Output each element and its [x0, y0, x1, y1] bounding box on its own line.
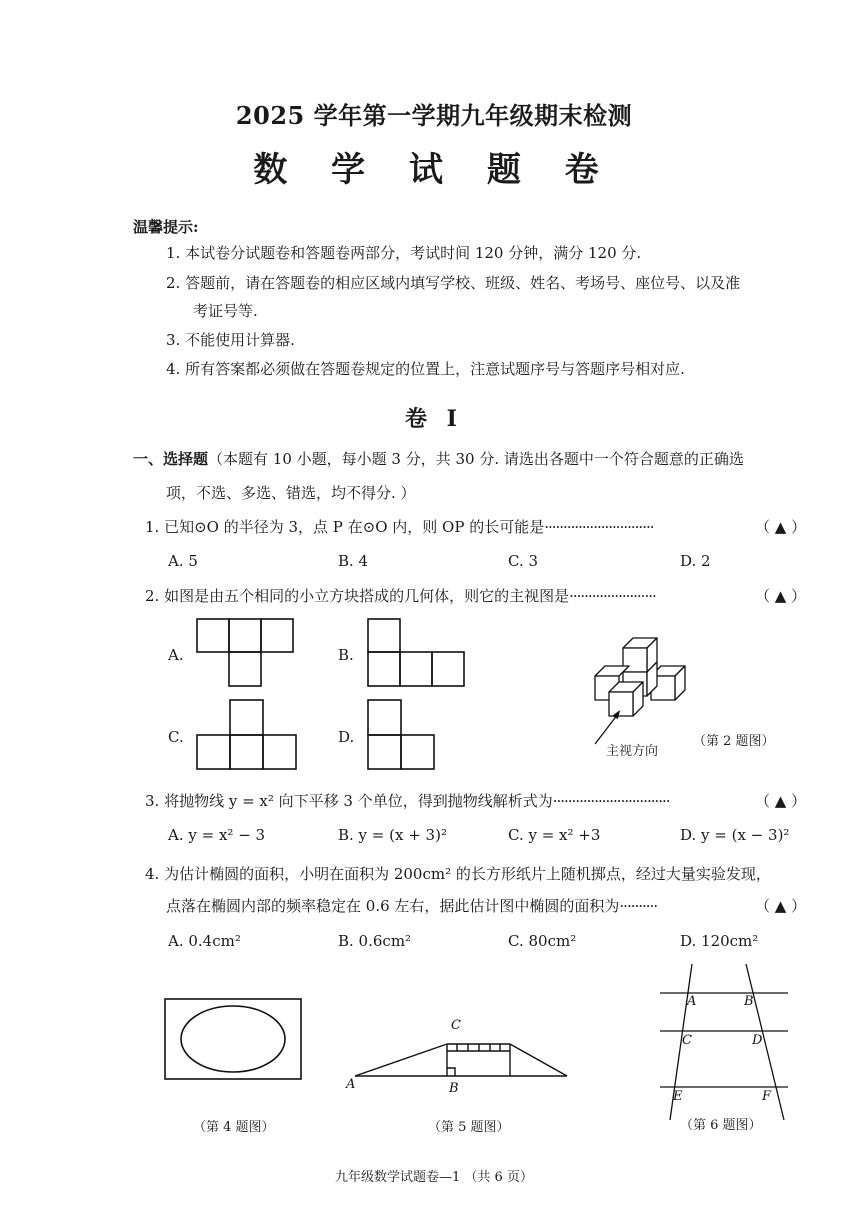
q2-answer-blank: （ ▲ ）: [755, 587, 807, 605]
q4-stem-line2: [166, 895, 657, 916]
q4-figure-caption: （第 4 题图）: [193, 1120, 275, 1135]
q6-point-f: F: [762, 1089, 772, 1104]
q5-figure-caption: （第 5 题图）: [428, 1120, 510, 1135]
q2-figure-caption: （第 2 题图）: [693, 734, 775, 749]
q6-point-a: A: [687, 994, 697, 1009]
q1-option-a: A. 5: [168, 552, 198, 570]
q6-point-d: D: [752, 1033, 763, 1048]
q1-answer-blank: （ ▲ ）: [755, 518, 807, 536]
q5-point-a: A: [346, 1077, 356, 1092]
q4-option-d: D. 120cm²: [680, 932, 759, 950]
q3-answer-blank: （ ▲ ）: [755, 792, 807, 810]
q3-stem: [145, 790, 670, 811]
q4-answer-blank: （ ▲ ）: [755, 897, 807, 915]
part1-heading-line: [133, 448, 744, 469]
q6-point-c: C: [682, 1033, 692, 1048]
tip-item: 3. 不能使用计算器.: [166, 331, 295, 349]
exam-title: 2025 学年第一学期九年级期末检测: [235, 101, 633, 130]
q4-option-b: B. 0.6cm²: [338, 932, 412, 950]
part1-description-cont: 项，不选、多选、错选，均不得分. ）: [166, 484, 416, 502]
q6-point-e: E: [673, 1089, 683, 1104]
tip-item: 2. 答题前，请在答题卷的相应区域内填写学校、班级、姓名、考场号、座位号、以及准: [166, 274, 741, 292]
q4-dots: ··········: [619, 897, 658, 915]
q6-point-b: B: [744, 994, 754, 1009]
tip-item: 1. 本试卷分试题卷和答题卷两部分，考试时间 120 分钟，满分 120 分.: [166, 244, 642, 262]
q2-option-d-label: D.: [338, 728, 355, 746]
q4-text: 点落在椭圆内部的频率稳定在 0.6 左右，据此估计图中椭圆的面积为: [166, 897, 620, 915]
q2-dots: ·······················: [569, 587, 656, 605]
part1-description: （本题有 10 小题，每小题 3 分，共 30 分. 请选出各题中一个符合题意的正确选: [208, 450, 744, 468]
q3-option-a: A. y = x² − 3: [168, 826, 266, 844]
q1-option-c: C. 3: [508, 552, 539, 570]
q6-figure-caption: （第 6 题图）: [680, 1118, 762, 1133]
q2-text: 2. 如图是由五个相同的小立方块搭成的几何体，则它的主视图是: [145, 587, 570, 605]
section-title: 卷 I: [405, 406, 463, 432]
q3-option-b: B. y = (x + 3)²: [338, 826, 447, 844]
q5-point-b: B: [449, 1081, 459, 1096]
exam-subtitle: 数 学 试 题 卷: [253, 150, 615, 190]
q4-figure: [164, 998, 304, 1082]
q2-option-d-view: [367, 699, 437, 771]
q4-stem-line1: 4. 为估计椭圆的面积，小明在面积为 200cm² 的长方形纸片上随机掷点，经过大量实验发现，: [145, 865, 771, 883]
q1-dots: ·····························: [544, 518, 654, 536]
q1-text: 1. 已知⊙O 的半径为 3，点 P 在⊙O 内，则 OP 的长可能是: [145, 518, 545, 536]
tip-item: 4. 所有答案都必须做在答题卷规定的位置上，注意试题序号与答题序号相对应.: [166, 360, 685, 378]
q2-option-b-label: B.: [338, 646, 354, 664]
q2-option-b-view: [367, 618, 467, 688]
q3-option-d: D. y = (x − 3)²: [680, 826, 790, 844]
q3-dots: ·······························: [552, 792, 670, 810]
part1-heading: 一、选择题: [133, 450, 209, 468]
page-footer: 九年级数学试题卷—1 （共 6 页）: [335, 1170, 533, 1185]
q3-text: 3. 将抛物线 y = x² 向下平移 3 个单位，得到抛物线解析式为: [145, 792, 553, 810]
q2-option-c-label: C.: [168, 728, 184, 746]
q1-option-b: B. 4: [338, 552, 369, 570]
q2-stem: [145, 585, 656, 606]
q6-figure: [652, 958, 792, 1128]
tips-heading: 温馨提示:: [133, 218, 199, 236]
q3-option-c: C. y = x² +3: [508, 826, 601, 844]
tip-item-continued: 考证号等.: [193, 302, 258, 320]
q5-point-c: C: [451, 1018, 461, 1033]
q2-option-c-view: [196, 699, 298, 771]
q4-option-c: C. 80cm²: [508, 932, 577, 950]
q2-figure-label: 主视方向: [606, 744, 659, 759]
q2-option-a-label: A.: [168, 646, 184, 664]
q4-option-a: A. 0.4cm²: [168, 932, 241, 950]
q2-option-a-view: [196, 618, 296, 688]
q5-figure: [345, 1010, 575, 1100]
q1-option-d: D. 2: [680, 552, 711, 570]
q1-stem: [145, 516, 654, 537]
